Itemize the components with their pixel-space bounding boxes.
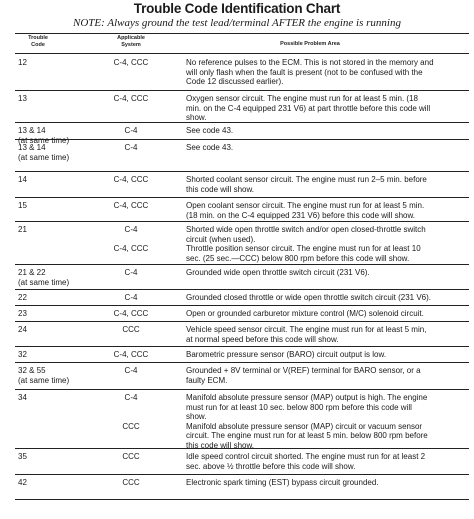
- row-separator: [15, 122, 469, 123]
- applicable-system: CCC: [122, 478, 140, 487]
- row-separator: [15, 389, 469, 390]
- applicable-system: C-4: [124, 126, 138, 135]
- row-separator: [15, 264, 469, 265]
- row-separator: [15, 321, 469, 322]
- trouble-code: (at same time): [18, 152, 70, 162]
- problem-description: circuit. The engine must run for at least 5 min. below 800 rpm before: [186, 431, 428, 440]
- problem-description: Barometric pressure sensor (BARO) circuit output is low.: [186, 350, 387, 359]
- problem-description: See code 43.: [186, 143, 234, 152]
- problem-description: sec. (25 sec.—CCC) below 800 rpm before this code will show.: [186, 253, 410, 263]
- applicable-system: C-4: [124, 268, 138, 277]
- applicable-system: C-4: [124, 393, 138, 402]
- header-code: [18, 35, 58, 48]
- trouble-code: (at same time): [18, 135, 70, 145]
- applicable-system: C-4: [124, 293, 138, 302]
- page-note: NOTE: Always ground the test lead/terminal AFTER the engine is running: [73, 17, 401, 29]
- row-separator: [15, 171, 469, 172]
- trouble-code: 32: [18, 350, 27, 359]
- row-separator: [15, 221, 469, 222]
- row-separator: [15, 289, 469, 290]
- trouble-code: 34: [18, 393, 27, 402]
- problem-description: this code will show.: [186, 440, 255, 450]
- header-system-line: System: [121, 41, 141, 48]
- applicable-system: CCC: [122, 421, 140, 431]
- trouble-code: 21 & 22: [18, 268, 46, 277]
- trouble-code: 42: [18, 478, 27, 487]
- page-title: Trouble Code Identification Chart: [133, 1, 341, 16]
- header-problem: Possible Problem Area: [280, 41, 340, 47]
- problem-description: Open coolant sensor circuit. The engine must run for at least 5 min.: [186, 201, 425, 210]
- row-separator: [15, 305, 469, 306]
- trouble-code: 13 & 14: [18, 126, 46, 135]
- applicable-system: C-4, CCC: [113, 175, 149, 184]
- applicable-system: CCC: [122, 325, 140, 334]
- trouble-code: 15: [18, 201, 27, 210]
- problem-description: circuit (when used).: [186, 234, 256, 244]
- problem-description: See code 43.: [186, 126, 234, 135]
- applicable-system: C-4, CCC: [113, 350, 149, 359]
- problem-description: must run for at least 10 sec. below 800 rpm before this code will: [186, 402, 412, 412]
- header-bottom-rule: [15, 53, 469, 54]
- trouble-code: 21: [18, 225, 27, 234]
- row-separator: [15, 139, 469, 140]
- problem-description: Shorted coolant sensor circuit. The engine must run 2–5 min. before: [186, 175, 427, 184]
- problem-description: Electronic spark timing (EST) bypass circuit grounded.: [186, 478, 379, 487]
- row-separator: [15, 346, 469, 347]
- problem-description: show.: [186, 113, 207, 122]
- problem-description: Open or grounded carburetor mixture control (M/C) solenoid circuit.: [186, 309, 424, 318]
- problem-description: at normal speed before this code will show.: [186, 334, 339, 344]
- applicable-system: C-4: [124, 143, 138, 152]
- problem-description: Grounded closed throttle or wide open throttle switch circuit (231 V6).: [186, 293, 432, 302]
- header-system: [102, 35, 160, 48]
- problem-description: Throttle position sensor circuit. The engine must run for at least 10: [186, 244, 421, 253]
- problem-description: Vehicle speed sensor circuit. The engine must run for at least 5 min,: [186, 325, 427, 334]
- applicable-system: C-4, CCC: [113, 201, 149, 210]
- problem-description: Grounded wide open throttle switch circuit (231 V6).: [186, 268, 370, 277]
- trouble-code: 32 & 55: [18, 366, 46, 375]
- header-code-line: Trouble: [28, 35, 48, 41]
- trouble-code: 22: [18, 293, 27, 302]
- problem-description: faulty ECM.: [186, 375, 228, 385]
- header-top-rule: [15, 33, 469, 34]
- problem-description: No reference pulses to the ECM. This is not stored in the memory and: [186, 58, 434, 67]
- problem-description: show.: [186, 412, 207, 421]
- applicable-system: C-4, CCC: [113, 58, 149, 67]
- trouble-code: 14: [18, 175, 27, 184]
- row-separator: [15, 90, 469, 91]
- problem-description: Oxygen sensor circuit. The engine must run for at least 5 min. (18: [186, 94, 418, 103]
- problem-description: Manifold absolute pressure sensor (MAP) circuit or vacuum sensor: [186, 421, 423, 431]
- problem-description: (18 min. on the C-4 equipped 231 V6) before this code will show.: [186, 210, 416, 220]
- trouble-code: 35: [18, 452, 27, 461]
- trouble-code: (at same time): [18, 277, 70, 287]
- trouble-code: 24: [18, 325, 27, 334]
- applicable-system: CCC: [122, 452, 140, 461]
- problem-description: Code 12 discussed earlier).: [186, 77, 284, 86]
- row-separator: [15, 448, 469, 449]
- trouble-code: 13: [18, 94, 27, 103]
- problem-description: min. on the C-4 equipped 231 V6) at part throttle before this code will: [186, 103, 431, 113]
- problem-description: Shorted wide open throttle switch and/or open closed-throttle switch: [186, 225, 426, 234]
- applicable-system: C-4: [124, 225, 138, 234]
- problem-description: sec. above ½ throttle before this code will show.: [186, 461, 356, 471]
- header-code-line: Code: [31, 41, 45, 48]
- problem-description: will only flash when the fault is present (not to be confused with the: [186, 67, 423, 77]
- header-system-line: Applicable: [117, 35, 145, 41]
- problem-description: this code will show.: [186, 184, 255, 194]
- problem-description: Grounded + 8V terminal or V(REF) terminal for BARO sensor, or a: [186, 366, 421, 375]
- problem-description: Idle speed control circuit shorted. The engine must run for at least 2: [186, 452, 426, 461]
- applicable-system: C-4: [124, 366, 138, 375]
- row-separator: [15, 197, 469, 198]
- row-separator: [15, 499, 469, 500]
- applicable-system: C-4, CCC: [113, 244, 149, 253]
- row-separator: [15, 362, 469, 363]
- problem-description: Manifold absolute pressure sensor (MAP) output is high. The engine: [186, 393, 428, 402]
- trouble-code: 23: [18, 309, 27, 318]
- trouble-code: (at same time): [18, 375, 70, 385]
- trouble-code: 13 & 14: [18, 143, 46, 152]
- applicable-system: C-4, CCC: [113, 309, 149, 318]
- applicable-system: C-4, CCC: [113, 94, 149, 103]
- row-separator: [15, 474, 469, 475]
- trouble-code: 12: [18, 58, 27, 67]
